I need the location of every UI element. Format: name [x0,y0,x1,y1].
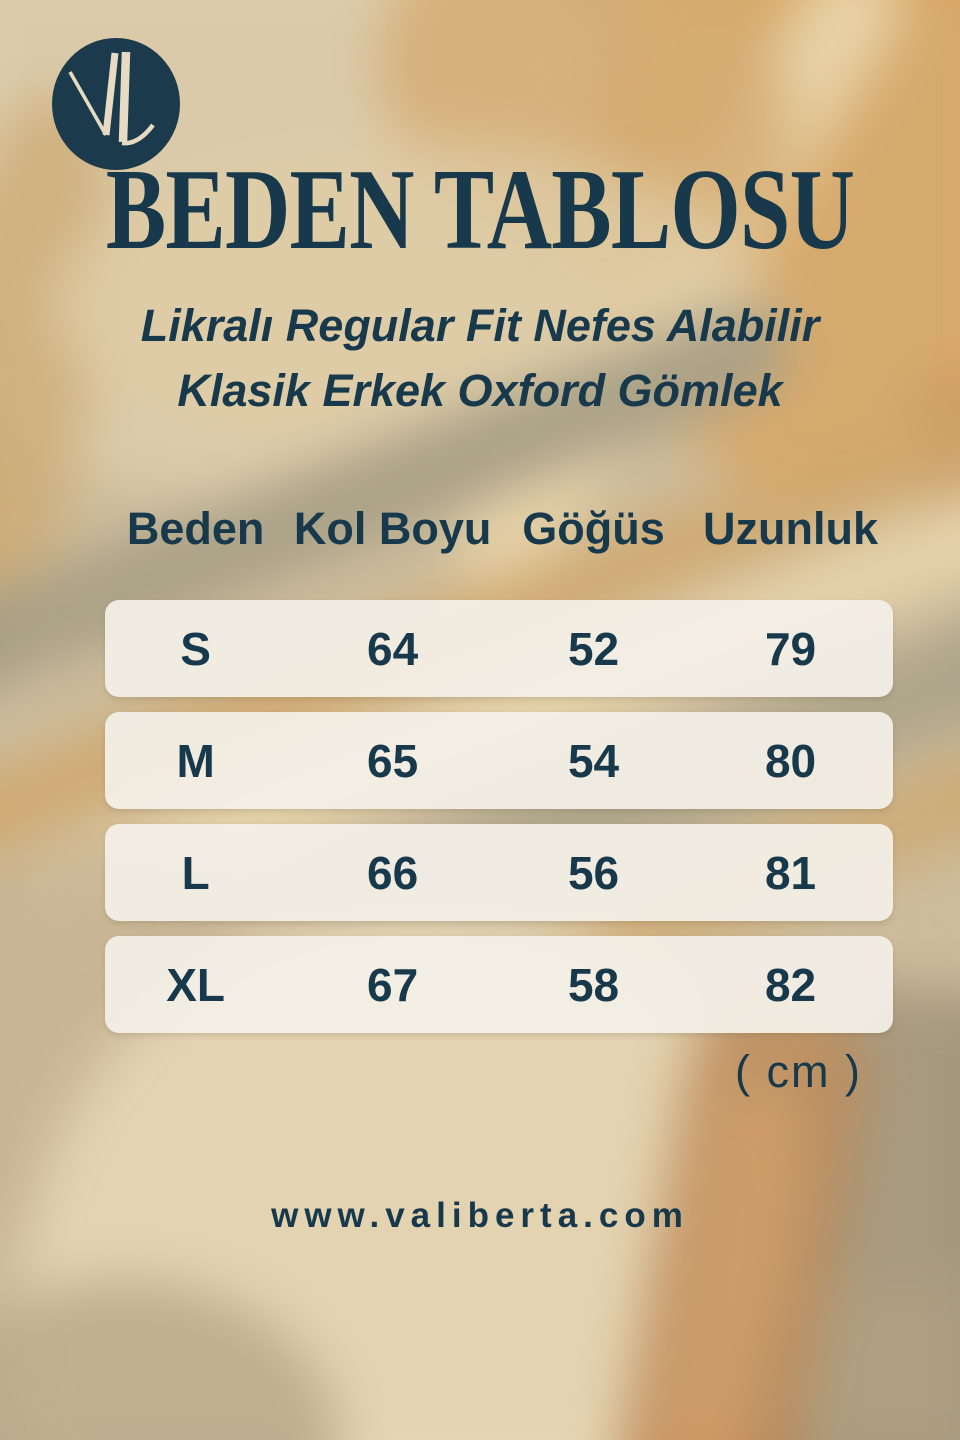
table-row-m [105,712,893,809]
value-cell: 56 [567,846,620,899]
value-cell: 79 [764,622,817,675]
value-cell: 52 [567,622,620,675]
product-subtitle [0,293,960,423]
page-title: BEDEN TABLOSU [105,146,855,274]
table-row-l [105,824,893,921]
subtitle-line-2: Klasik Erkek Oxford Gömlek [177,365,783,416]
size-cell: XL [166,958,225,1011]
value-cell: 81 [764,846,817,899]
subtitle-line-1: Likralı Regular Fit Nefes Alabilir [140,300,820,351]
size-cell: M [176,734,215,787]
value-cell: 82 [764,958,817,1011]
value-cell: 67 [367,958,419,1011]
column-header-gogus: Göğüs [522,503,665,554]
value-cell: 65 [367,734,419,787]
value-cell: 58 [567,958,620,1011]
value-cell: 64 [367,622,419,675]
value-cell: 80 [764,734,817,787]
size-cell: L [181,846,210,899]
table-row-s [105,600,893,697]
column-header-kolboyu: Kol Boyu [293,503,492,554]
value-cell: 54 [567,734,620,787]
table-row-xl [105,936,893,1033]
column-header-beden: Beden [126,503,265,554]
column-header-uzunluk: Uzunluk [703,503,879,554]
size-table [105,505,893,1048]
value-cell: 66 [367,846,419,899]
size-cell: S [180,622,211,675]
table-header-row [105,505,893,553]
brand-website: www.valiberta.com [271,1196,689,1235]
unit-note: ( cm ) [735,1046,862,1097]
